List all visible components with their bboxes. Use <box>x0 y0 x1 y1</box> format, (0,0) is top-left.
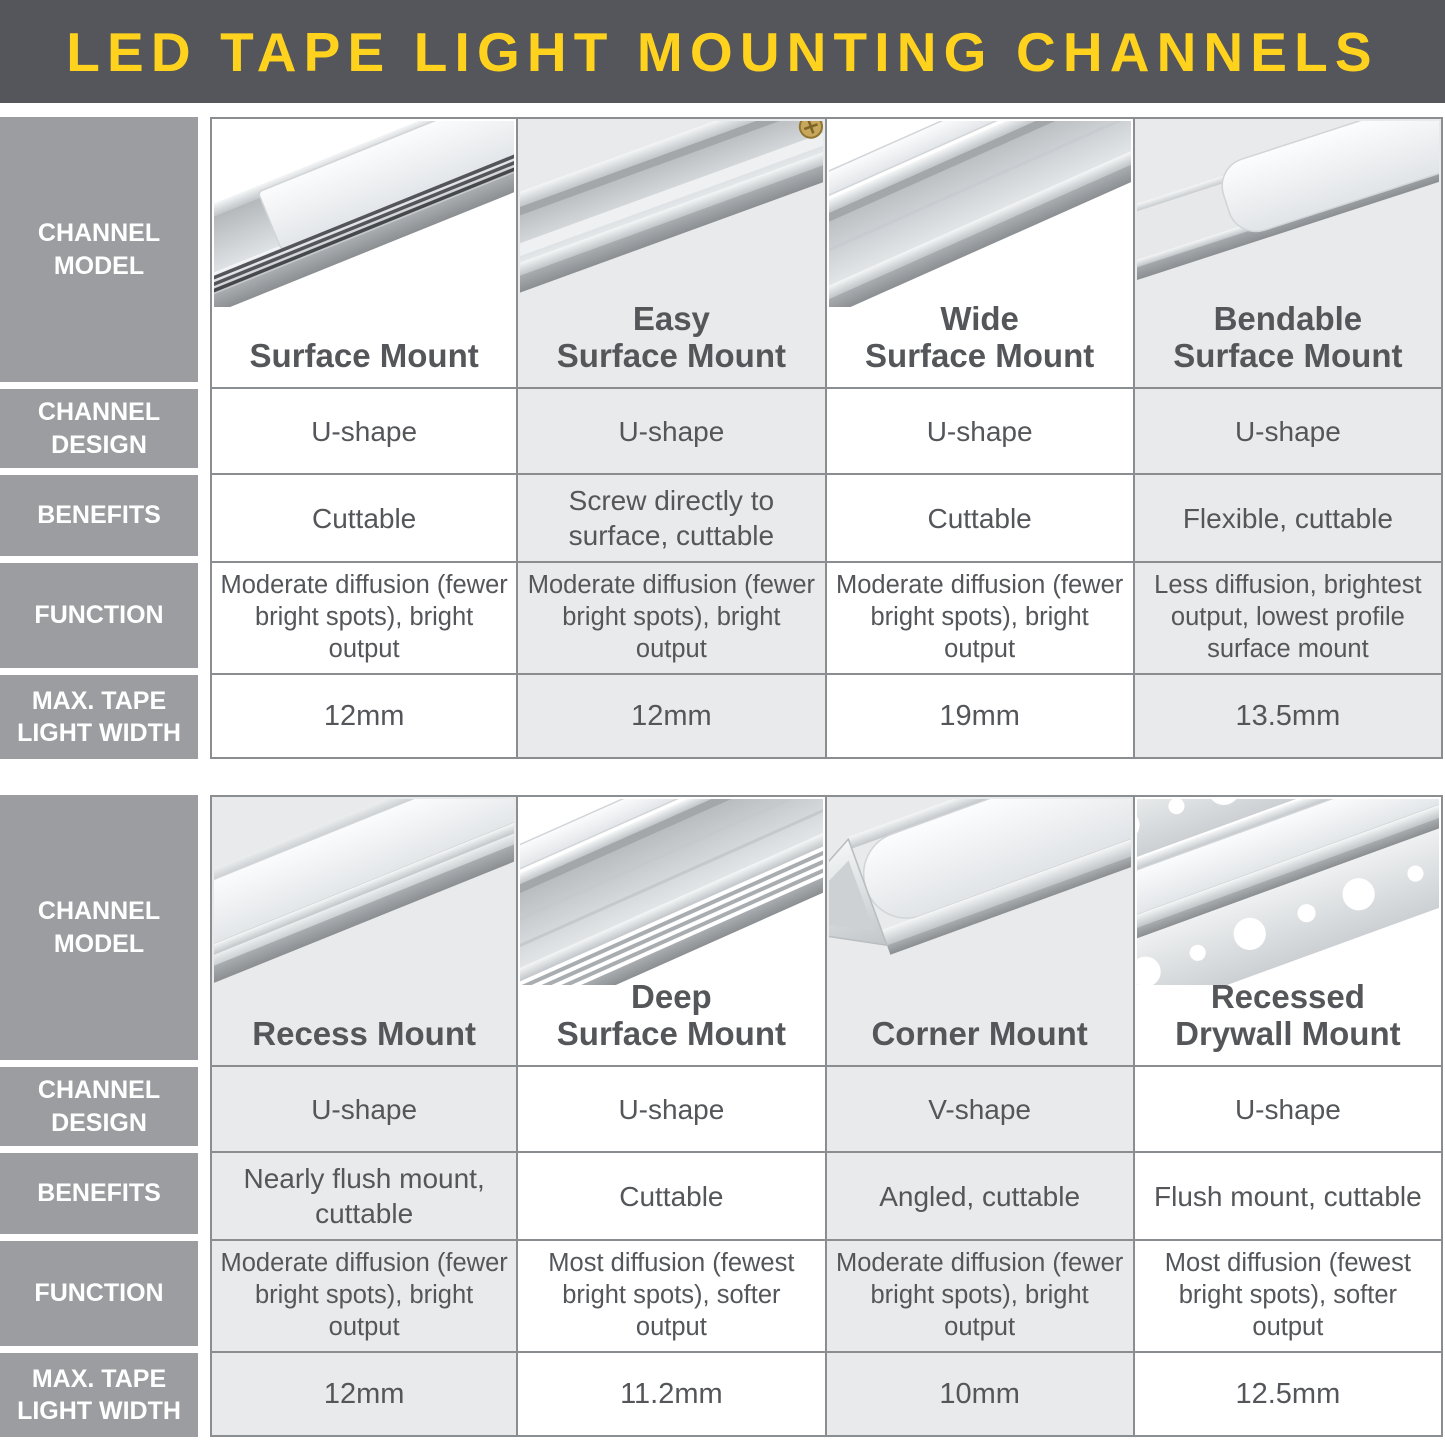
channel-model-name: Surface Mount <box>249 337 479 375</box>
channel-model-name: Easy Surface Mount <box>556 300 786 375</box>
channel-design-cell: U-shape <box>518 389 826 475</box>
row-label-channel-model: CHANNEL MODEL <box>0 117 198 389</box>
benefits-cell: Nearly flush mount, cuttable <box>210 1153 518 1241</box>
row-label-function: FUNCTION <box>0 1241 198 1353</box>
row-label-function: FUNCTION <box>0 563 198 675</box>
function-cell: Moderate diffusion (fewer bright spots), bright output <box>827 563 1135 675</box>
channel-table-bottom <box>0 795 1443 1437</box>
channel-model-name: Bendable Surface Mount <box>1173 300 1403 375</box>
function-cell: Moderate diffusion (fewer bright spots), bright output <box>827 1241 1135 1353</box>
bendable-surface-mount-photo <box>1137 121 1439 307</box>
max-tape-width-cell: 12mm <box>518 675 826 759</box>
column-gap <box>198 1153 210 1241</box>
surface-mount-photo <box>214 121 514 307</box>
row-label-benefits: BENEFITS <box>0 475 198 563</box>
column-gap <box>198 563 210 675</box>
channel-design-cell: U-shape <box>827 389 1135 475</box>
channel-model-cell <box>827 795 1135 1067</box>
channel-model-cell <box>1135 117 1443 389</box>
row-label-max-tape-light-width: MAX. TAPE LIGHT WIDTH <box>0 1353 198 1437</box>
column-gap <box>198 1067 210 1153</box>
max-tape-width-cell: 12.5mm <box>1135 1353 1443 1437</box>
row-label-channel-model: CHANNEL MODEL <box>0 795 198 1067</box>
wide-surface-mount-photo <box>829 121 1131 307</box>
channel-model-cell <box>1135 795 1443 1067</box>
column-gap <box>198 795 210 1067</box>
channel-model-name: Wide Surface Mount <box>865 300 1095 375</box>
deep-surface-mount-photo <box>520 799 822 985</box>
row-label-channel-design: CHANNEL DESIGN <box>0 389 198 475</box>
channel-design-cell: U-shape <box>210 1067 518 1153</box>
function-cell: Most diffusion (fewest bright spots), softer output <box>1135 1241 1443 1353</box>
channel-model-cell <box>518 795 826 1067</box>
channel-model-name: Corner Mount <box>871 1015 1088 1053</box>
channel-design-cell: V-shape <box>827 1067 1135 1153</box>
max-tape-width-cell: 12mm <box>210 675 518 759</box>
channel-model-cell <box>518 117 826 389</box>
row-label-channel-design: CHANNEL DESIGN <box>0 1067 198 1153</box>
benefits-cell: Flexible, cuttable <box>1135 475 1443 563</box>
channel-table-top <box>0 117 1443 759</box>
channel-design-cell: U-shape <box>1135 389 1443 475</box>
column-gap <box>198 1353 210 1437</box>
function-cell: Less diffusion, brightest output, lowest profile surface mount <box>1135 563 1443 675</box>
benefits-cell: Cuttable <box>210 475 518 563</box>
corner-mount-photo <box>829 799 1131 985</box>
benefits-cell: Cuttable <box>518 1153 826 1241</box>
function-cell: Moderate diffusion (fewer bright spots), bright output <box>210 1241 518 1353</box>
title-bar <box>0 0 1445 103</box>
row-label-max-tape-light-width: MAX. TAPE LIGHT WIDTH <box>0 675 198 759</box>
channel-design-cell: U-shape <box>518 1067 826 1153</box>
benefits-cell: Cuttable <box>827 475 1135 563</box>
benefits-cell: Screw directly to surface, cuttable <box>518 475 826 563</box>
column-gap <box>198 117 210 389</box>
max-tape-width-cell: 11.2mm <box>518 1353 826 1437</box>
function-cell: Moderate diffusion (fewer bright spots), bright output <box>210 563 518 675</box>
channel-model-cell <box>210 117 518 389</box>
recess-mount-photo <box>214 799 514 985</box>
channel-model-name: Recessed Drywall Mount <box>1175 978 1401 1053</box>
max-tape-width-cell: 19mm <box>827 675 1135 759</box>
max-tape-width-cell: 13.5mm <box>1135 675 1443 759</box>
channel-model-name: Recess Mount <box>252 1015 476 1053</box>
benefits-cell: Angled, cuttable <box>827 1153 1135 1241</box>
column-gap <box>198 389 210 475</box>
max-tape-width-cell: 10mm <box>827 1353 1135 1437</box>
channel-model-cell <box>210 795 518 1067</box>
column-gap <box>198 675 210 759</box>
channel-design-cell: U-shape <box>210 389 518 475</box>
channel-model-cell <box>827 117 1135 389</box>
recessed-drywall-mount-photo <box>1137 799 1439 985</box>
row-label-benefits: BENEFITS <box>0 1153 198 1241</box>
function-cell: Most diffusion (fewest bright spots), softer output <box>518 1241 826 1353</box>
benefits-cell: Flush mount, cuttable <box>1135 1153 1443 1241</box>
max-tape-width-cell: 12mm <box>210 1353 518 1437</box>
column-gap <box>198 475 210 563</box>
function-cell: Moderate diffusion (fewer bright spots), bright output <box>518 563 826 675</box>
channel-design-cell: U-shape <box>1135 1067 1443 1153</box>
column-gap <box>198 1241 210 1353</box>
page-title: LED TAPE LIGHT MOUNTING CHANNELS <box>66 20 1379 83</box>
easy-surface-mount-photo <box>520 121 822 307</box>
channel-model-name: Deep Surface Mount <box>556 978 786 1053</box>
